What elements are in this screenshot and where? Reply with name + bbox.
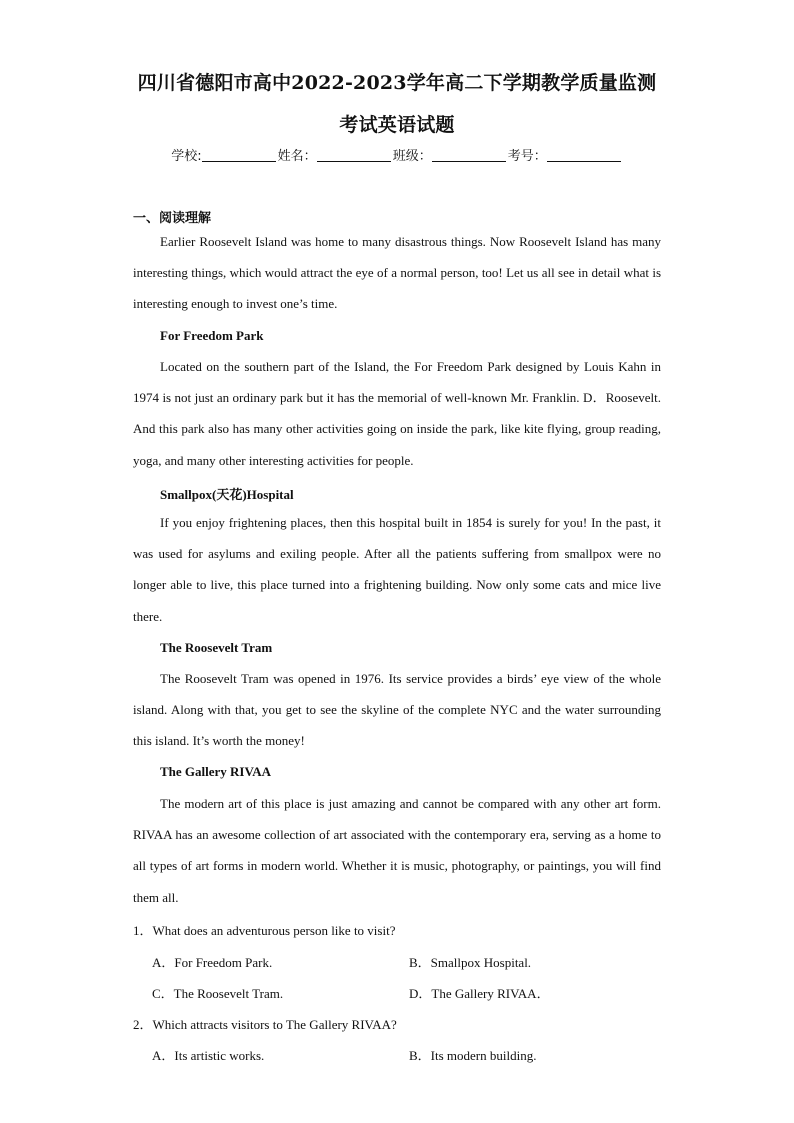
field-school-label: 学校: [171,149,202,164]
field-name-label: 姓名： [277,149,317,164]
section-title: 一、阅读理解 [133,211,212,226]
question-1-option-c[interactable]: C．The Roosevelt Tram. [152,986,284,1001]
exam-title-line1: 四川省德阳市高中2022-2023学年高二下学期教学质量监测 [137,72,657,94]
question-1-stem: 1．What does an adventurous person like to visit? [133,923,396,938]
paragraph-smallpox-hospital: If you enjoy frightening places, then this hospital built in 1854 is surely for you! In the past, it was used for asylums and exiling people. After all the patients suffering from smallpox were no longer able to live, this place turned into a frightening building. Now only some cats and mice live there. [133,515,661,624]
question-1-option-b[interactable]: B．Smallpox Hospital. [409,955,532,970]
student-info-line [0,145,794,164]
field-school-blank[interactable] [202,148,276,162]
field-class-blank[interactable] [432,148,506,162]
field-class-label: 班级： [392,149,432,164]
question-1-option-d[interactable]: D．The Gallery RIVAA． [409,986,550,1001]
question-2-option-b[interactable]: B．Its modern building. [409,1048,537,1063]
question-2-stem: 2．Which attracts visitors to The Gallery RIVAA? [133,1017,397,1032]
heading-smallpox-hospital: Smallpox(天花)Hospital [160,487,294,502]
paragraph-for-freedom-park: Located on the southern part of the Island, the For Freedom Park designed by Louis Kahn in 1974 is not just an ordinary park but it has the memorial of well-known Mr. Franklin. D．Roosevelt. And this park also has many other activities going on inside the park, like kite flying, group reading, yoga, and many other interesting activities for people. [133,359,661,468]
field-number-label: 考号： [507,149,547,164]
question-1-option-a[interactable]: A．For Freedom Park. [152,955,273,970]
heading-roosevelt-tram: The Roosevelt Tram [160,640,273,655]
passage-intro: Earlier Roosevelt Island was home to many disastrous things. Now Roosevelt Island has many interesting things, which would attract the eye of a normal person, too! Let us all see in detail what is interesting enough to invest one’s time. [133,234,661,312]
field-number-blank[interactable] [547,148,621,162]
question-2-option-a[interactable]: A．Its artistic works. [152,1048,265,1063]
heading-gallery-rivaa: The Gallery RIVAA [160,764,271,779]
heading-for-freedom-park: For Freedom Park [160,328,264,343]
paragraph-gallery-rivaa: The modern art of this place is just amazing and cannot be compared with any other art form. RIVAA has an awesome collection of art associated with the contemporary era, serving as a home to all types of art forms in modern world. Whether it is music, photography, or paintings, you will find them all. [133,796,661,905]
paragraph-roosevelt-tram: The Roosevelt Tram was opened in 1976. Its service provides a birds’ eye view of the whole island. Along with that, you get to see the skyline of the complete NYC and the water surrounding this island. It’s worth the money! [133,671,661,749]
exam-title-line2: 考试英语试题 [339,114,455,136]
field-name-blank[interactable] [317,148,391,162]
